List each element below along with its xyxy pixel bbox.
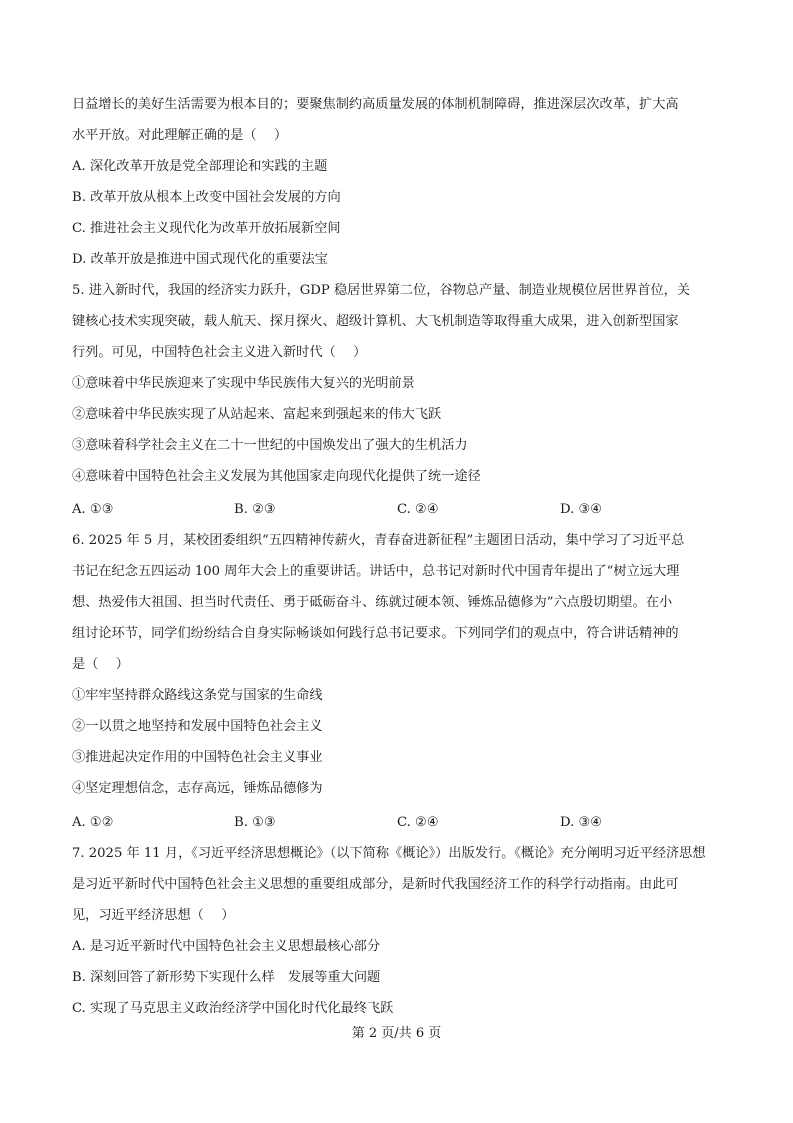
question-6-text: 书记在纪念五四运动 100 周年大会上的重要讲话。讲话中，总书记对新时代中国青年提出了“树立远大理 <box>72 564 680 579</box>
question-6-text: 是（ ） <box>72 657 129 672</box>
option-a: A. 是习近平新时代中国特色社会主义思想最核心部分 <box>72 939 381 954</box>
question-6-text: 6. 2025 年 5 月，某校团委组织“五四精神传薪火，青春奋进新征程”主题团日活动，集中学习了习近平总 <box>72 533 685 548</box>
text-line: 水平开放。对此理解正确的是（ ） <box>72 128 288 143</box>
option-b: B. ②③ <box>234 502 276 517</box>
option-c: C. ②④ <box>397 815 439 830</box>
question-5-text: 键核心技术实现突破，载人航天、探月探火、超级计算机、大飞机制造等取得重大成果，进入创新型国家 <box>72 314 679 329</box>
statement-1: ①意味着中华民族迎来了实现中华民族伟大复兴的光明前景 <box>72 376 415 391</box>
option-d: D. ③④ <box>560 815 603 830</box>
option-b: B. 改革开放从根本上改变中国社会发展的方向 <box>72 190 341 205</box>
text-line: 日益增长的美好生活需要为根本目的；要聚焦制约高质量发展的体制机制障碍，推进深层次改革，扩大高 <box>72 97 679 112</box>
option-d: D. 改革开放是推进中国式现代化的重要法宝 <box>72 252 328 267</box>
option-c: C. ②④ <box>397 502 439 517</box>
question-7-text: 见，习近平经济思想（ ） <box>72 908 235 923</box>
statement-4: ④坚定理想信念，志存高远，锤炼品德修为 <box>72 781 323 796</box>
question-7-text: 是习近平新时代中国特色社会主义思想的重要组成部分，是新时代我国经济工作的科学行动指南。由此可 <box>72 877 679 892</box>
statement-3: ③意味着科学社会主义在二十一世纪的中国焕发出了强大的生机活力 <box>72 438 468 453</box>
statement-1: ①牢牢坚持群众路线这条党与国家的生命线 <box>72 688 323 703</box>
question-5-text: 行列。可见，中国特色社会主义进入新时代（ ） <box>72 345 367 360</box>
question-5-text: 5. 进入新时代，我国的经济实力跃升，GDP 稳居世界第二位，谷物总产量、制造业规模位居世界首位，关 <box>72 283 691 298</box>
option-a: A. 深化改革开放是党全部理论和实践的主题 <box>72 159 328 174</box>
statement-4: ④意味着中国特色社会主义发展为其他国家走向现代化提供了统一途径 <box>72 469 481 484</box>
option-a: A. ①③ <box>72 502 114 517</box>
statement-2: ②一以贯之地坚持和发展中国特色社会主义 <box>72 719 323 734</box>
statement-2: ②意味着中华民族实现了从站起来、富起来到强起来的伟大飞跃 <box>72 407 442 422</box>
question-5-options <box>72 500 732 520</box>
option-b: B. ①③ <box>234 815 276 830</box>
question-6-text: 想、热爱伟大祖国、担当时代责任、勇于砥砺奋斗、练就过硬本领、锤炼品德修为”六点殷切期望。在小 <box>72 595 673 610</box>
option-b: B. 深刻回答了新形势下实现什么样 发展等重大问题 <box>72 970 381 985</box>
option-d: D. ③④ <box>560 502 603 517</box>
statement-3: ③推进起决定作用的中国特色社会主义事业 <box>72 750 323 765</box>
question-7-text: 7. 2025 年 11 月，《习近平经济思想概论》（以下简称《概论》）出版发行。《概论》充分阐明习近平经济思想 <box>72 846 706 861</box>
question-6-text: 组讨论环节，同学们纷纷结合自身实际畅谈如何践行总书记要求。下列同学们的观点中，符合讲话精神的 <box>72 626 679 641</box>
option-c: C. 实现了马克思主义政治经济学中国化时代化最终飞跃 <box>72 1001 394 1016</box>
question-6-options <box>72 813 732 833</box>
option-a: A. ①② <box>72 815 114 830</box>
option-c: C. 推进社会主义现代化为改革开放拓展新空间 <box>72 221 341 236</box>
page-footer: 第 2 页/共 6 页 <box>351 1026 442 1041</box>
